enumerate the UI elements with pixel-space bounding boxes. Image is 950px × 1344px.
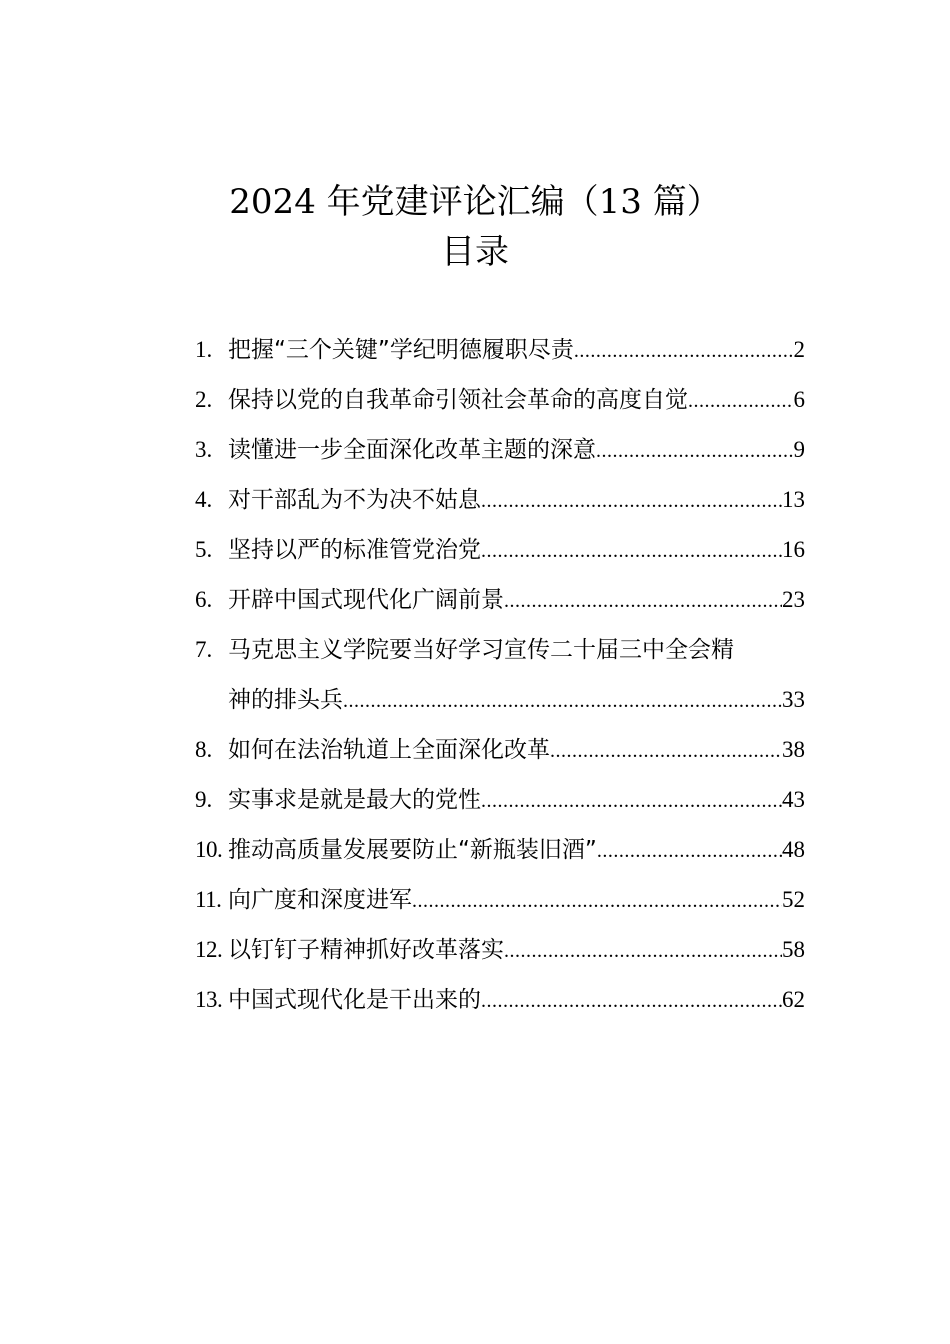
toc-entry-title: 把握“三个关键”学纪明德履职尽责: [228, 337, 574, 363]
toc-entry-title: 向广度和深度进军: [228, 887, 412, 913]
toc-entry-number: 8.: [195, 737, 213, 762]
toc-entry-number: 4.: [195, 487, 213, 512]
toc-entry-page: 2: [793, 337, 805, 362]
toc-entry-13[interactable]: [195, 975, 805, 1025]
toc-entry-7-line-1[interactable]: [195, 625, 805, 675]
toc-entry-title: 推动高质量发展要防止“新瓶装旧酒”: [228, 837, 597, 863]
toc-entry-title-continued: 神的排头兵: [228, 687, 343, 713]
toc-entry-number: 10.: [195, 837, 223, 862]
toc-entry-12[interactable]: [195, 925, 805, 975]
dot-leader: [550, 726, 782, 776]
toc-entry-page: 62: [782, 987, 805, 1012]
toc-entry-page: 48: [782, 837, 805, 862]
toc-entry-page: 33: [782, 687, 805, 712]
toc-entry-title: 坚持以严的标准管党治党: [228, 537, 481, 563]
toc-entry-5[interactable]: [195, 525, 805, 575]
toc-entry-number: 13.: [195, 987, 223, 1012]
toc-entry-page: 13: [782, 487, 805, 512]
toc-entry-page: 23: [782, 587, 805, 612]
toc-entry-page: 6: [793, 387, 805, 412]
dot-leader: [481, 476, 782, 526]
toc-entry-number: 5.: [195, 537, 213, 562]
dot-leader: [504, 576, 782, 626]
toc-entry-3[interactable]: [195, 425, 805, 475]
dot-leader: [481, 526, 782, 576]
toc-entry-title: 中国式现代化是干出来的: [228, 987, 481, 1013]
toc-entry-6[interactable]: [195, 575, 805, 625]
toc-entry-page: 58: [782, 937, 805, 962]
document-title: 2024 年党建评论汇编（13 篇）: [229, 182, 721, 222]
toc-entry-9[interactable]: [195, 775, 805, 825]
toc-entry-number: 7.: [195, 637, 213, 662]
toc-entry-title: 读懂进一步全面深化改革主题的深意: [228, 437, 596, 463]
toc-entry-number: 9.: [195, 787, 213, 812]
dot-leader: [481, 976, 782, 1026]
toc-entry-number: 11.: [195, 887, 222, 912]
toc-heading: 目录: [441, 232, 509, 272]
toc-entry-number: 6.: [195, 587, 213, 612]
toc-entry-number: 2.: [195, 387, 213, 412]
toc-entry-2[interactable]: [195, 375, 805, 425]
toc-entry-title: 保持以党的自我革命引领社会革命的高度自觉: [228, 387, 688, 413]
toc-entry-title: 开辟中国式现代化广阔前景: [228, 587, 504, 613]
dot-leader: [574, 326, 794, 376]
dot-leader: [481, 776, 782, 826]
toc-entry-11[interactable]: [195, 875, 805, 925]
toc-entry-title: 如何在法治轨道上全面深化改革: [228, 737, 550, 763]
toc-entry-page: 16: [782, 537, 805, 562]
dot-leader: [596, 426, 794, 476]
toc-entry-title: 实事求是就是最大的党性: [228, 787, 481, 813]
dot-leader: [597, 826, 782, 876]
dot-leader: [343, 676, 782, 726]
toc-entry-7-line-2[interactable]: [195, 675, 805, 725]
toc-entry-page: 38: [782, 737, 805, 762]
toc-entry-page: 52: [782, 887, 805, 912]
toc-entry-10[interactable]: [195, 825, 805, 875]
toc-entry-page: 43: [782, 787, 805, 812]
table-of-contents: [195, 325, 805, 1025]
dot-leader: [688, 376, 794, 426]
toc-entry-8[interactable]: [195, 725, 805, 775]
toc-entry-number: 3.: [195, 437, 213, 462]
dot-leader: [504, 926, 782, 976]
toc-entry-title: 以钉钉子精神抓好改革落实: [228, 937, 504, 963]
toc-entry-page: 9: [793, 437, 805, 462]
toc-entry-number: 12.: [195, 937, 223, 962]
toc-entry-title: 马克思主义学院要当好学习宣传二十届三中全会精: [228, 637, 734, 663]
toc-entry-4[interactable]: [195, 475, 805, 525]
dot-leader: [412, 876, 782, 926]
toc-entry-number: 1.: [195, 337, 213, 362]
toc-entry-1[interactable]: [195, 325, 805, 375]
toc-entry-title: 对干部乱为不为决不姑息: [228, 487, 481, 513]
